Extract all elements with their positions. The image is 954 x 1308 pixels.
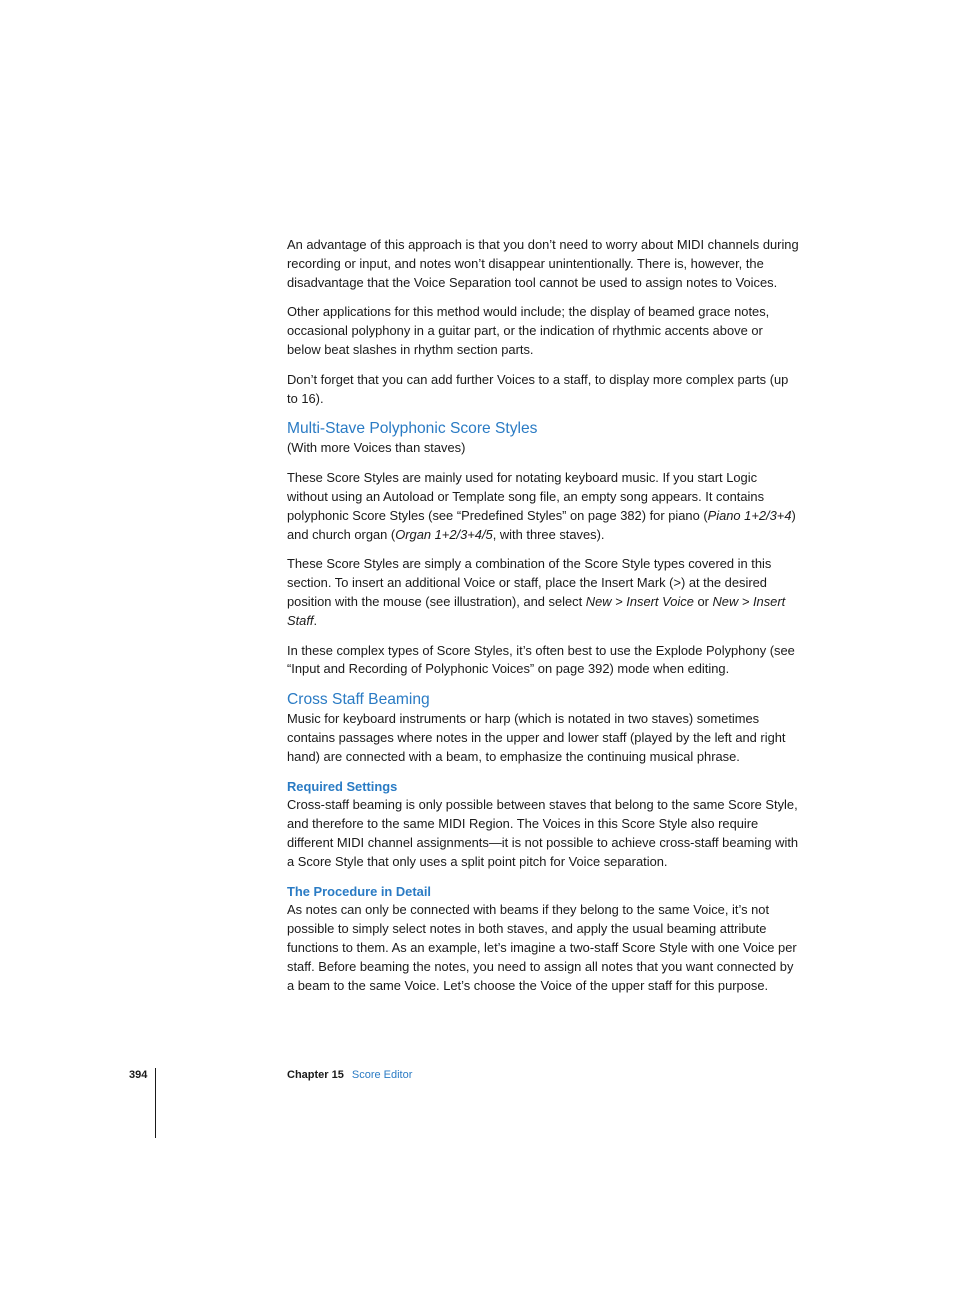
page-number: 394 (129, 1069, 148, 1081)
chapter-label: Chapter 15 (287, 1069, 344, 1081)
page-content (287, 236, 799, 1006)
text-run: ) and church organ ( (287, 507, 796, 542)
subtitle-more-voices: (With more Voices than staves) (287, 440, 466, 456)
heading-multi-stave: Multi-Stave Polyphonic Score Styles (287, 420, 538, 438)
paragraph-required-settings: Cross-staff beaming is only possible between staves that belong to the same Score Style, and therefore to the same MIDI Region. The Voices in this Score Style also require different MIDI channel assignments—it is not possible to achieve cross-staff beaming with a Score Style that only uses a split point pitch for Voice separation. (287, 797, 799, 869)
paragraph-other-applications: Other applications for this method would include; the display of beamed grace notes, occasional polyphony in a guitar part, or the indication of rhythmic accents above or below beat slashes in rhythm section parts. (287, 304, 770, 357)
paragraph-keyboard-music (287, 469, 799, 544)
chapter-title: Score Editor (351, 1069, 413, 1081)
text-run: These Score Styles are simply a combination of the Score Style types covered in this section. To insert an additional Voice or staff, place the Insert Mark (>) at the desired position with the mouse (see illustration), and select (287, 556, 772, 609)
footer-divider (155, 1068, 156, 1138)
italic-insert-voice: New > Insert Voice (585, 593, 694, 609)
paragraph-keyboard-harp: Music for keyboard instruments or harp (which is notated in two staves) sometimes contains passages where notes in the upper and lower staff (played by the left and right hand) are connected with a beam, to emphasize the continuing musical phrase. (287, 711, 786, 764)
paragraph-advantage: An advantage of this approach is that you don’t need to worry about MIDI channels during recording or input, and notes won’t disappear unintentionally. There is, however, the disadvantage that the Voice Separation tool cannot be used to assign notes to Voices. (287, 237, 799, 290)
text-run: These Score Styles are mainly used for notating keyboard music. If you start Logic without using an Autoload or Template song file, an empty song appears. It contains polyphonic Score Styles (see “Predefined Styles” on page 382) for piano ( (287, 470, 765, 523)
paragraph-combination (287, 555, 799, 630)
heading-procedure-in-detail: The Procedure in Detail (287, 883, 431, 899)
heading-cross-staff-beaming: Cross Staff Beaming (287, 691, 430, 709)
italic-organ: Organ 1+2/3+4/5 (395, 526, 493, 542)
text-run: , with three staves). (492, 526, 605, 542)
footer-chapter (287, 1069, 412, 1081)
paragraph-explode-polyphony: In these complex types of Score Styles, it’s often best to use the Explode Polyphony (see “Input and Recording of Polyphonic Voices” on page 392) mode when editing. (287, 642, 795, 677)
paragraph-further-voices: Don’t forget that you can add further Voices to a staff, to display more complex parts (up to 16). (287, 371, 789, 406)
text-run: . (313, 612, 318, 628)
italic-piano: Piano 1+2/3+4 (707, 507, 792, 523)
text-run: or (693, 593, 713, 609)
italic-insert-staff: New > Insert Staff (287, 593, 786, 628)
paragraph-procedure: As notes can only be connected with beams if they belong to the same Voice, it’s not possible to simply select notes in both staves, and apply the usual beaming attribute functions to them. As an example, let’s imagine a two-staff Score Style with one Voice per staff. Before beaming the notes, you need to assign all notes that you want connected by a beam to the same Voice. Let’s choose the Voice of the upper staff for this purpose. (287, 902, 797, 993)
heading-required-settings: Required Settings (287, 778, 398, 794)
